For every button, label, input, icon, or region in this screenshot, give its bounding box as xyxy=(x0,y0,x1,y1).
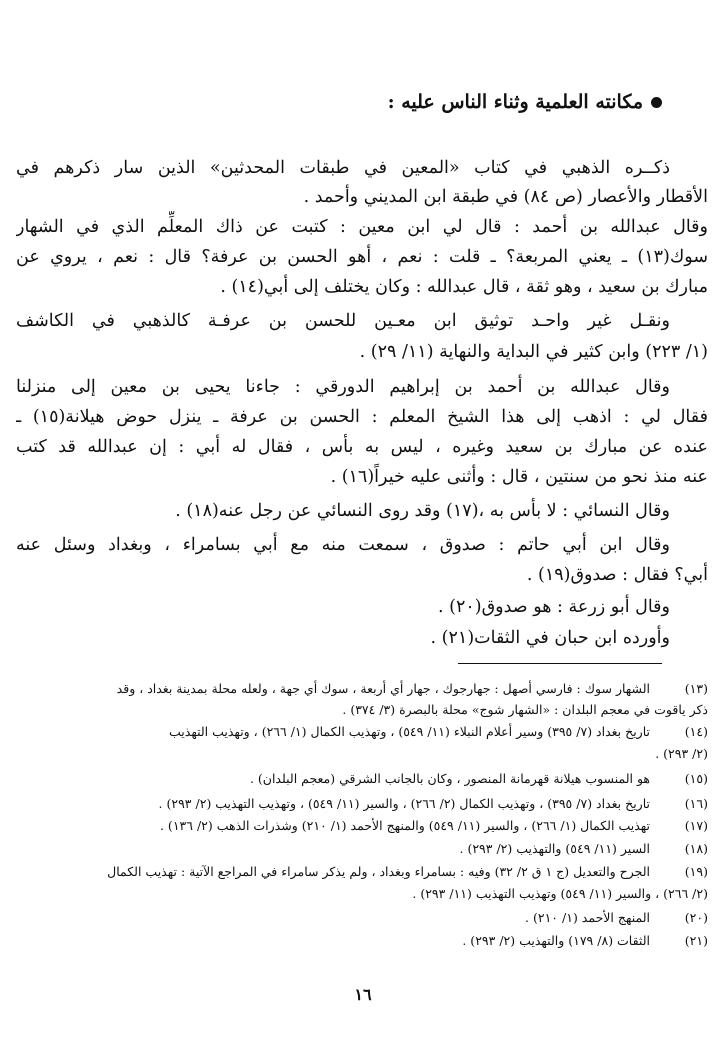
footnote-text: تهذيب الكمال (١/ ٢٦٦) ، والسير (١١/ ٥٤٩) والمنهج الأحمد (١/ ٢١٠) وشذرات الذهب (٢/ ١٣٦) . xyxy=(159,818,650,833)
footnote-text: هو المنسوب هيلانة قهرمانة المنصور ، وكان بالجانب الشرقي (معجم البلدان) . xyxy=(249,771,650,786)
body-line: وقال عبدالله بن أحمد بن إبراهيم الدورقي : جاءنا يحيى بن معين إلى منزلنا xyxy=(16,377,670,397)
footnote-number: (١٩) xyxy=(684,864,708,879)
footnote-divider xyxy=(458,663,662,664)
body-line: ونقـل غير واحـد توثيق ابن معـين للحسن بن عرفـة كالذهبي في الكاشف xyxy=(16,311,670,331)
body-line: وقال النسائي : لا بأس به ،(١٧) وقد روى النسائي عن رجل عنه(١٨) . xyxy=(175,501,670,521)
footnote-continuation: ذكر ياقوت في معجم البلدان : «الشهار شوج» محلة بالبصرة (٣/ ٣٧٤) . xyxy=(342,702,708,717)
body-line: سوك(١٣) ـ يعني المربعة؟ ـ قلت : نعم ، أهو الحسن بن عرفة؟ قال : نعم ، يروي عن xyxy=(16,247,708,267)
footnote xyxy=(16,907,708,929)
body-line: مبارك بن سعيد ، وهو ثقة ، قال عبدالله : وكان يختلف إلى أبي(١٤) . xyxy=(220,277,708,297)
footnote-number: (١٦) xyxy=(684,796,708,811)
footnote-number: (٢١) xyxy=(684,933,708,948)
footnote-continuation: (٢/ ٢٦٦) ، والسير (١١/ ٥٤٩) وتهذيب التهذيب (١١/ ٢٩٣) . xyxy=(412,886,708,901)
page-number: ١٦ xyxy=(354,985,372,1004)
footnote xyxy=(16,930,708,952)
footnote-text: المنهج الأحمد (١/ ٢١٠) . xyxy=(525,910,650,925)
footnote xyxy=(16,721,708,743)
body-line: (١/ ٢٢٣) وابن كثير في البداية والنهاية (١١/ ٢٩) . xyxy=(359,342,708,362)
section-heading: مكانته العلمية وثناء الناس عليه : xyxy=(387,91,643,113)
body-line: الأقطار والأعصار (ص ٨٤) في طبقة ابن المديني وأحمد . xyxy=(303,187,708,207)
footnote-text: الثقات (٨/ ١٧٩) والتهذيب (٢/ ٢٩٣) . xyxy=(462,933,650,948)
footnote-text: السير (١١/ ٥٤٩) والتهذيب (٢/ ٢٩٣) . xyxy=(459,841,650,856)
body-line: عنده عن مبارك بن سعيد وغيره ، ليس به بأس ، فقال له أبي : إن عبدالله قد كتب xyxy=(16,437,708,457)
footnote-text: الشهار سوك : فارسي أصهل : جهارجوك ، جهار أي أربعة ، سوك أي جهة ، ولعله محلة بمدينة بغداد ، وقد xyxy=(116,681,650,696)
footnote-number: (١٣) xyxy=(684,681,708,696)
section-heading-row xyxy=(62,86,662,118)
footnote xyxy=(16,815,708,837)
bullet-icon xyxy=(651,97,662,108)
footnote-number: (١٨) xyxy=(684,841,708,856)
body-line: وقال أبو زرعة : هو صدوق(٢٠) . xyxy=(437,597,670,617)
footnote-continuation: (٢/ ٢٩٣) . xyxy=(655,746,708,761)
footnote xyxy=(16,768,708,790)
footnote-number: (٢٠) xyxy=(684,910,708,925)
footnote-number: (١٧) xyxy=(684,818,708,833)
footnote xyxy=(16,861,708,883)
body-line: وقال عبدالله بن أحمد : قال لي ابن معين : كتبت عن ذاك المعلِّم الذي في الشهار xyxy=(16,217,708,237)
footnote xyxy=(16,793,708,815)
footnote-number: (١٤) xyxy=(684,724,708,739)
footnote xyxy=(16,838,708,860)
footnote xyxy=(16,678,708,700)
body-line: عنه منذ نحو من سنتين ، قال : وأثنى عليه خيراً(١٦) . xyxy=(330,467,708,487)
body-line: وأورده ابن حبان في الثقات(٢١) . xyxy=(430,628,670,648)
footnote-text: تاريخ بغداد (٧/ ٣٩٥) ، وتهذيب الكمال (٢/ ٢٦٦) ، والسير (١١/ ٥٤٩) ، وتهذيب التهذيب (٢/ ٢٩٣) . xyxy=(158,796,650,811)
body-line: وقال ابن أبي حاتم : صدوق ، سمعت منه مع أبي بسامراء ، وبغداد وسئل عنه xyxy=(16,535,670,555)
body-line: فقال لي : اذهب إلى هذا الشيخ المعلم : الحسن بن عرفة ـ ينزل حوض هيلانة(١٥) ـ xyxy=(16,407,708,427)
footnote-text: تاريخ بغداد (٧/ ٣٩٥) وسير أعلام النبلاء (١١/ ٥٤٩) ، وتهذيب الكمال (١/ ٢٦٦) ، وتهذيب التهذيب xyxy=(169,724,650,739)
footnote-text: الجرح والتعديل (ج ١ ق ٢/ ٣٢) وفيه : بسامراء وبغداد ، ولم يذكر سامراء في المراجع الآتية : تهذيب الكمال xyxy=(107,864,650,879)
body-line: ذكــره الذهبي في كتاب «المعين في طبقات المحدثين» الذين سار ذكرهم في xyxy=(16,158,670,178)
body-line: أبي؟ فقال : صدوق(١٩) . xyxy=(526,565,708,585)
footnote-number: (١٥) xyxy=(684,771,708,786)
